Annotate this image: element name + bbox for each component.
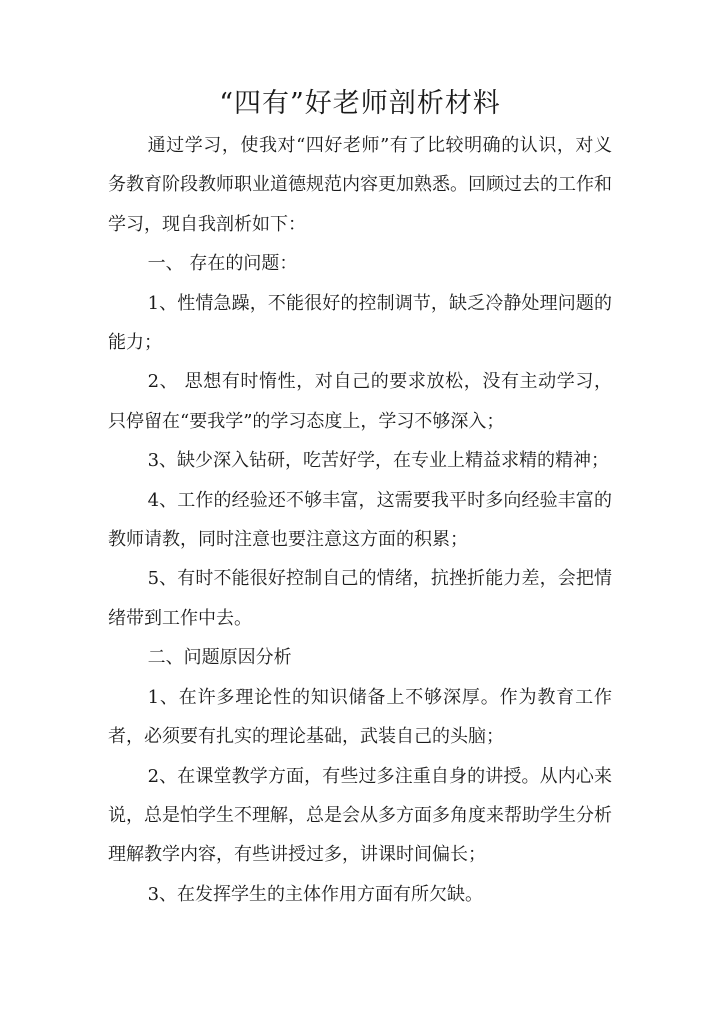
problem-item-1: 1、性情急躁，不能很好的控制调节，缺乏冷静处理问题的能力； [108,292,612,354]
problem-item-4: 4、工作的经验还不够丰富，这需要我平时多向经验丰富的教师请教，同时注意也要注意这方面的积累； [108,489,612,551]
cause-item-2: 2、在课堂教学方面，有些过多注重自身的讲授。从内心来说，总是怕学生不理解，总是会从多方面多角度来帮助学生分析理解教学内容，有些讲授过多，讲课时间偏长； [108,765,612,866]
intro-paragraph: 通过学习，使我对“四好老师”有了比较明确的认识，对义务教育阶段教师职业道德规范内容更加熟悉。回顾过去的工作和学习，现自我剖析如下： [108,135,612,235]
cause-item-3: 3、在发挥学生的主体作用方面有所欠缺。 [147,883,484,905]
section-heading-causes: 二、问题原因分析 [147,647,292,669]
problem-item-2: 2、 思想有时惰性，对自己的要求放松，没有主动学习，只停留在“要我学”的学习态度上，学习不够深入； [108,371,612,432]
document-title: “四有”好老师剖析材料 [219,88,501,119]
document-body [108,126,612,914]
cause-item-1: 1、在许多理论性的知识储备上不够深厚。作为教育工作者，必须要有扎实的理论基础，武装自己的头脑； [108,686,612,748]
problem-item-3: 3、缺少深入钻研，吃苦好学，在专业上精益求精的精神； [147,450,610,472]
section-heading-problems: 一、 存在的问题： [147,253,298,275]
problem-item-5: 5、有时不能很好控制自己的情绪，抗挫折能力差，会把情绪带到工作中去。 [108,568,612,629]
